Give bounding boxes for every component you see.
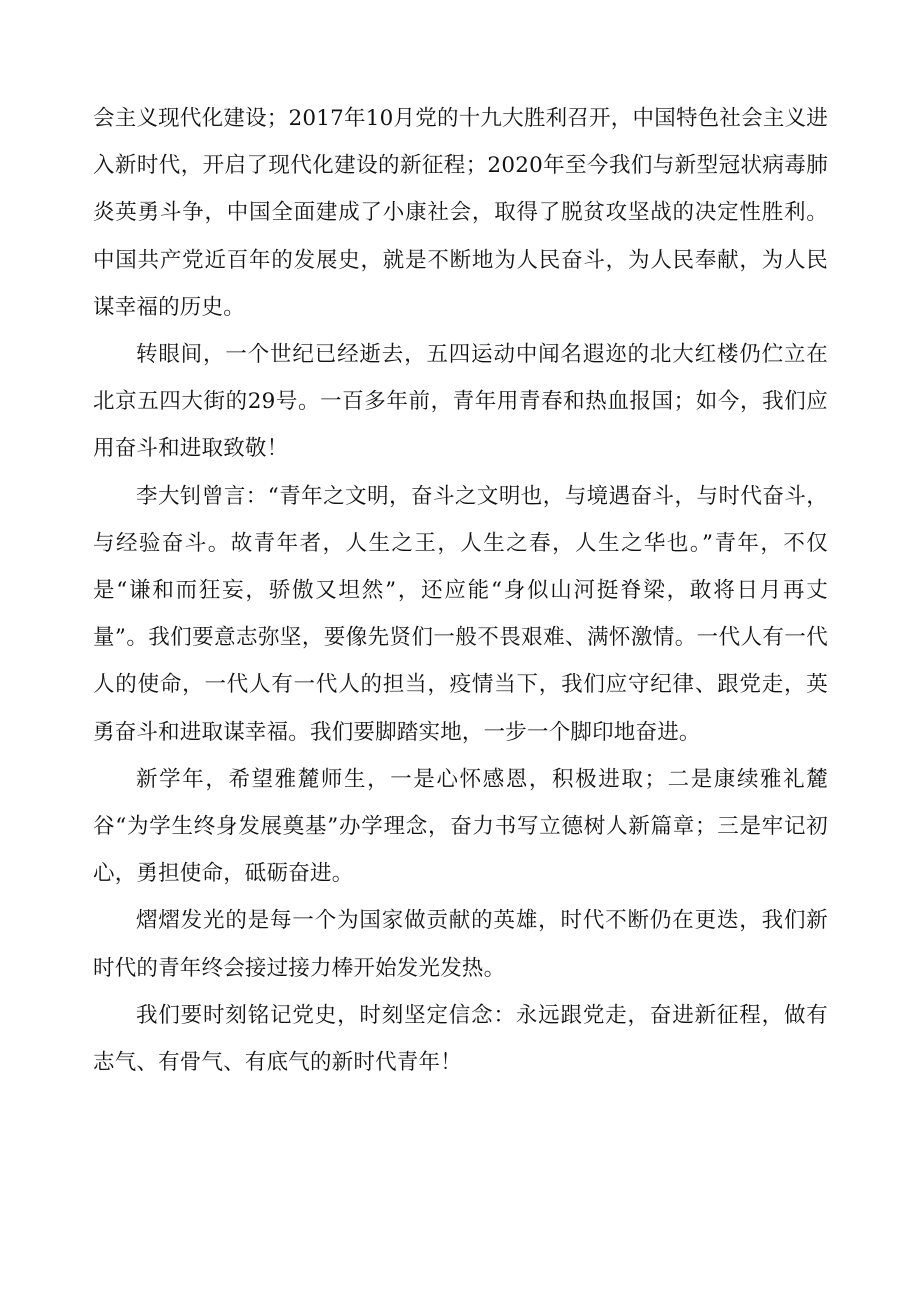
document-body — [93, 95, 828, 1086]
paragraph-new-school-year: 新学年，希望雅麓师生，一是心怀感恩，积极进取；二是康续雅礼麓谷“为学生终身发展奠基”办学理念，奋力书写立德树人新篇章；三是牢记初心，勇担使命，砥砺奋进。 — [93, 766, 828, 887]
paragraph-heroes: 熠熠发光的是每一个为国家做贡献的英雄，时代不断仍在更迭，我们新时代的青年终会接过接力棒开始发光发热。 — [93, 908, 828, 981]
paragraph-li-dazhao-quote: 李大钊曾言：“青年之文明，奋斗之文明也，与境遇奋斗，与时代奋斗，与经验奋斗。故青年者，人生之王，人生之春，人生之华也。”青年，不仅是“谦和而狂妄，骄傲又坦然”，还应能“身似山河挺脊梁，敢将日月再丈量”。我们要意志弥坚，要像先贤们一般不畏艰难、满怀激情。一代人有一代人的使命，一代人有一代人的担当，疫情当下，我们应守纪律、跟党走，英勇奋斗和进取谋幸福。我们要脚踏实地，一步一个脚印地奋进。 — [93, 483, 828, 745]
paragraph-time-passes: 转眼间，一个世纪已经逝去，五四运动中闻名遐迩的北大红楼仍伫立在北京五四大街的29号。一百多年前，青年用青春和热血报国；如今，我们应用奋斗和进取致敬！ — [93, 342, 828, 462]
paragraph-closing: 我们要时刻铭记党史，时刻坚定信念：永远跟党走，奋进新征程，做有志气、有骨气、有底气的新时代青年！ — [93, 1002, 828, 1076]
paragraph-continuation: 会主义现代化建设；2017年10月党的十九大胜利召开，中国特色社会主义进入新时代，开启了现代化建设的新征程；2020年至今我们与新型冠状病毒肺炎英勇斗争，中国全面建成了小康社会，取得了脱贫攻坚战的决定性胜利。中国共产党近百年的发展史，就是不断地为人民奋斗，为人民奉献，为人民谋幸福的历史。 — [93, 106, 828, 320]
